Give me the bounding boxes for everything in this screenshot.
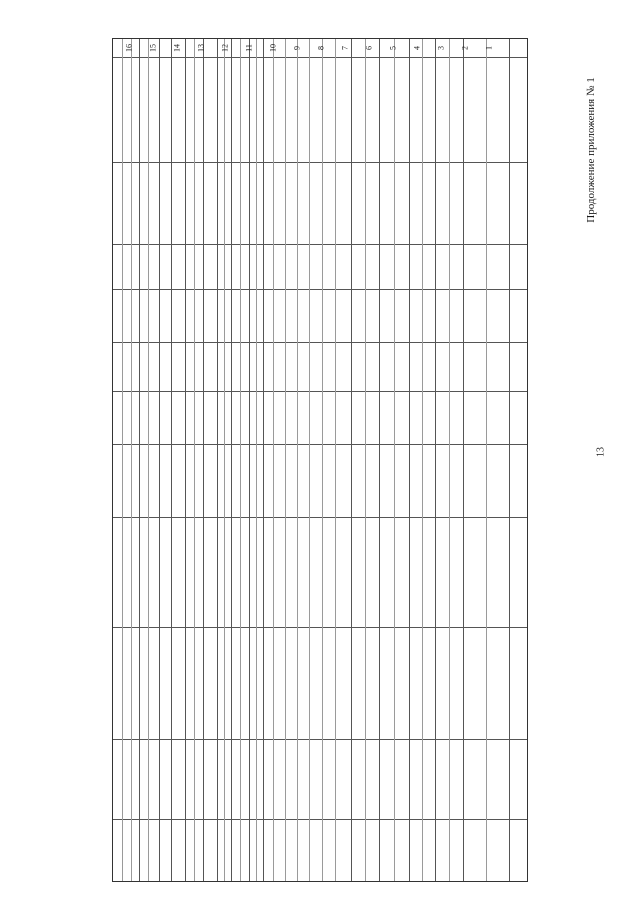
column-number: 12: [220, 44, 230, 52]
column-number: 4: [412, 46, 422, 50]
column-number: 3: [436, 46, 446, 50]
appendix-title: Продолжение приложения № 1: [585, 77, 597, 223]
column-number: 15: [148, 44, 158, 52]
column-number: 2: [460, 46, 470, 50]
column-number: 14: [172, 44, 182, 52]
column-number: 13: [196, 44, 206, 52]
column-number: 10: [268, 44, 278, 52]
page-number: 13: [595, 447, 607, 457]
column-number: 11: [244, 44, 254, 52]
rotated-indicator-table: [112, 38, 528, 882]
column-number: 6: [364, 46, 374, 50]
column-number: 7: [340, 46, 350, 50]
column-number: 9: [292, 46, 302, 50]
column-number: 16: [124, 44, 134, 52]
column-number: 8: [316, 46, 326, 50]
column-number: 5: [388, 46, 398, 50]
column-number: 1: [484, 46, 494, 50]
